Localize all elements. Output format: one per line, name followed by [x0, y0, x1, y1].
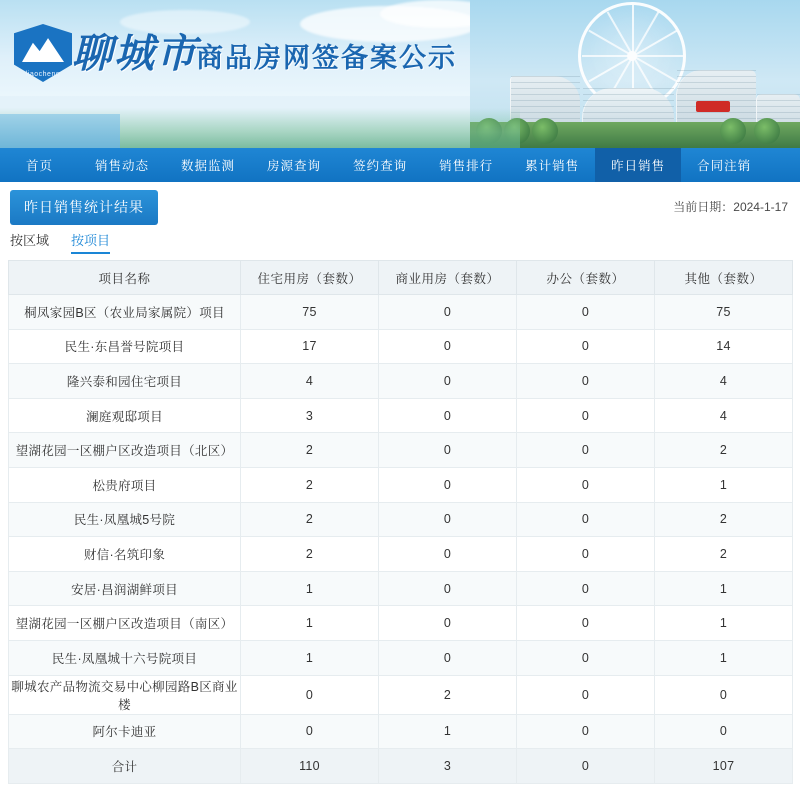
- cell-other: 75: [655, 295, 793, 330]
- cell-total-other: 107: [655, 749, 793, 784]
- cell-residential: 2: [241, 467, 379, 502]
- cell-residential: 1: [241, 640, 379, 675]
- cell-office: 0: [517, 537, 655, 572]
- cell-project-name: 望湖花园一区棚户区改造项目（南区）: [9, 606, 241, 641]
- cell-other: 1: [655, 571, 793, 606]
- cell-other: 4: [655, 364, 793, 399]
- table-row: [9, 467, 793, 502]
- cell-residential: 3: [241, 398, 379, 433]
- cell-other: 1: [655, 640, 793, 675]
- cell-residential: 4: [241, 364, 379, 399]
- column-header-residential: 住宅用房（套数）: [241, 261, 379, 295]
- table-row: [9, 295, 793, 330]
- nav-item-6[interactable]: [509, 148, 595, 182]
- main-navigation: [0, 148, 800, 182]
- cell-total-residential: 110: [241, 749, 379, 784]
- cell-office: 0: [517, 640, 655, 675]
- nav-item-4[interactable]: [337, 148, 423, 182]
- nav-item-2[interactable]: [165, 148, 251, 182]
- cell-other: 2: [655, 502, 793, 537]
- cell-residential: 2: [241, 502, 379, 537]
- tab-label: 按项目: [71, 233, 111, 248]
- nav-item-label: 房源查询: [267, 159, 322, 173]
- cell-other: 1: [655, 606, 793, 641]
- cell-office: 0: [517, 675, 655, 714]
- site-title-main: 商品房网签备案公示: [196, 43, 457, 73]
- cell-other: 0: [655, 714, 793, 749]
- cell-commercial: 0: [379, 329, 517, 364]
- cell-commercial: 0: [379, 398, 517, 433]
- cell-project-name: 阿尔卡迪亚: [9, 714, 241, 749]
- tree-shape: [532, 118, 558, 144]
- column-header-project-name: 项目名称: [9, 261, 241, 295]
- table-container: [0, 256, 800, 784]
- cell-commercial: 0: [379, 295, 517, 330]
- table-header-row: [9, 261, 793, 295]
- column-header-commercial: 商业用房（套数）: [379, 261, 517, 295]
- cell-office: 0: [517, 714, 655, 749]
- nav-item-label: 销售排行: [439, 159, 494, 173]
- cell-office: 0: [517, 329, 655, 364]
- subtab-bar: [0, 226, 800, 256]
- table-row: [9, 640, 793, 675]
- nav-item-7-active[interactable]: [595, 148, 681, 182]
- table-body: [9, 295, 793, 784]
- cell-office: 0: [517, 364, 655, 399]
- nav-item-3[interactable]: [251, 148, 337, 182]
- cell-commercial: 2: [379, 675, 517, 714]
- cell-commercial: 0: [379, 537, 517, 572]
- tab-label: 按区域: [10, 233, 50, 248]
- water-shape: [0, 114, 120, 148]
- cell-project-name: 民生·凤凰城5号院: [9, 502, 241, 537]
- cell-commercial: 0: [379, 502, 517, 537]
- site-title-city: 聊城市: [72, 31, 198, 76]
- cell-total-label: 合计: [9, 749, 241, 784]
- cell-total-office: 0: [517, 749, 655, 784]
- table-row: [9, 537, 793, 572]
- red-signboard-shape: [696, 101, 730, 112]
- cell-office: 0: [517, 571, 655, 606]
- cell-project-name: 民生·东昌誉号院项目: [9, 329, 241, 364]
- nav-item-label: 首页: [26, 159, 54, 173]
- page-title: 昨日销售统计结果: [10, 190, 158, 225]
- nav-item-label: 合同注销: [697, 159, 752, 173]
- cell-residential: 75: [241, 295, 379, 330]
- cell-other: 0: [655, 675, 793, 714]
- tab-by-project[interactable]: [71, 230, 110, 254]
- nav-item-label: 签约查询: [353, 159, 408, 173]
- logo-subtext: liaocheng: [25, 71, 61, 78]
- cell-total-commercial: 3: [379, 749, 517, 784]
- sales-statistics-table: [8, 260, 793, 784]
- table-row: [9, 571, 793, 606]
- current-date-label: 当前日期：2024-1-17: [673, 200, 788, 214]
- cell-project-name: 松贵府项目: [9, 467, 241, 502]
- cell-office: 0: [517, 433, 655, 468]
- cell-commercial: 0: [379, 364, 517, 399]
- site-logo[interactable]: [14, 24, 72, 82]
- nav-item-1[interactable]: [79, 148, 165, 182]
- cell-residential: 0: [241, 714, 379, 749]
- table-row: [9, 714, 793, 749]
- table-row-total: [9, 749, 793, 784]
- cell-residential: 2: [241, 537, 379, 572]
- nav-item-label: 累计销售: [525, 159, 580, 173]
- cell-project-name: 桐凤家园B区（农业局家属院）项目: [9, 295, 241, 330]
- nav-item-label: 昨日销售: [611, 159, 666, 173]
- cell-other: 4: [655, 398, 793, 433]
- cell-residential: 2: [241, 433, 379, 468]
- page-content: [0, 182, 800, 784]
- cell-project-name: 聊城农产品物流交易中心柳园路B区商业楼: [9, 675, 241, 714]
- table-row: [9, 364, 793, 399]
- table-row: [9, 606, 793, 641]
- column-header-other: 其他（套数）: [655, 261, 793, 295]
- cell-commercial: 0: [379, 467, 517, 502]
- cell-residential: 1: [241, 571, 379, 606]
- cell-project-name: 安居·昌润湖鲜项目: [9, 571, 241, 606]
- table-row: [9, 502, 793, 537]
- cell-commercial: 1: [379, 714, 517, 749]
- table-row: [9, 329, 793, 364]
- column-header-office: 办公（套数）: [517, 261, 655, 295]
- cell-other: 2: [655, 537, 793, 572]
- tree-shape: [720, 118, 746, 144]
- table-header: [9, 261, 793, 295]
- cell-other: 2: [655, 433, 793, 468]
- cell-project-name: 民生·凤凰城十六号院项目: [9, 640, 241, 675]
- table-row: [9, 675, 793, 714]
- tab-by-region[interactable]: [10, 230, 49, 254]
- cell-other: 1: [655, 467, 793, 502]
- nav-item-label: 销售动态: [95, 159, 150, 173]
- tree-shape: [754, 118, 780, 144]
- cell-office: 0: [517, 398, 655, 433]
- cell-office: 0: [517, 502, 655, 537]
- cell-commercial: 0: [379, 640, 517, 675]
- nav-item-5[interactable]: [423, 148, 509, 182]
- cell-project-name: 财信·名筑印象: [9, 537, 241, 572]
- cell-commercial: 0: [379, 606, 517, 641]
- cell-project-name: 隆兴泰和园住宅项目: [9, 364, 241, 399]
- table-row: [9, 433, 793, 468]
- nav-item-0[interactable]: [0, 148, 79, 182]
- cell-commercial: 0: [379, 433, 517, 468]
- table-row: [9, 398, 793, 433]
- cell-project-name: 澜庭观邸项目: [9, 398, 241, 433]
- cell-project-name: 望湖花园一区棚户区改造项目（北区）: [9, 433, 241, 468]
- cell-commercial: 0: [379, 571, 517, 606]
- cell-residential: 0: [241, 675, 379, 714]
- cell-office: 0: [517, 467, 655, 502]
- cell-office: 0: [517, 295, 655, 330]
- panel-header: [0, 182, 800, 226]
- nav-item-label: 数据监测: [181, 159, 236, 173]
- cell-office: 0: [517, 606, 655, 641]
- nav-item-8[interactable]: [681, 148, 767, 182]
- cell-other: 14: [655, 329, 793, 364]
- cell-residential: 1: [241, 606, 379, 641]
- site-banner: [0, 0, 800, 148]
- cell-residential: 17: [241, 329, 379, 364]
